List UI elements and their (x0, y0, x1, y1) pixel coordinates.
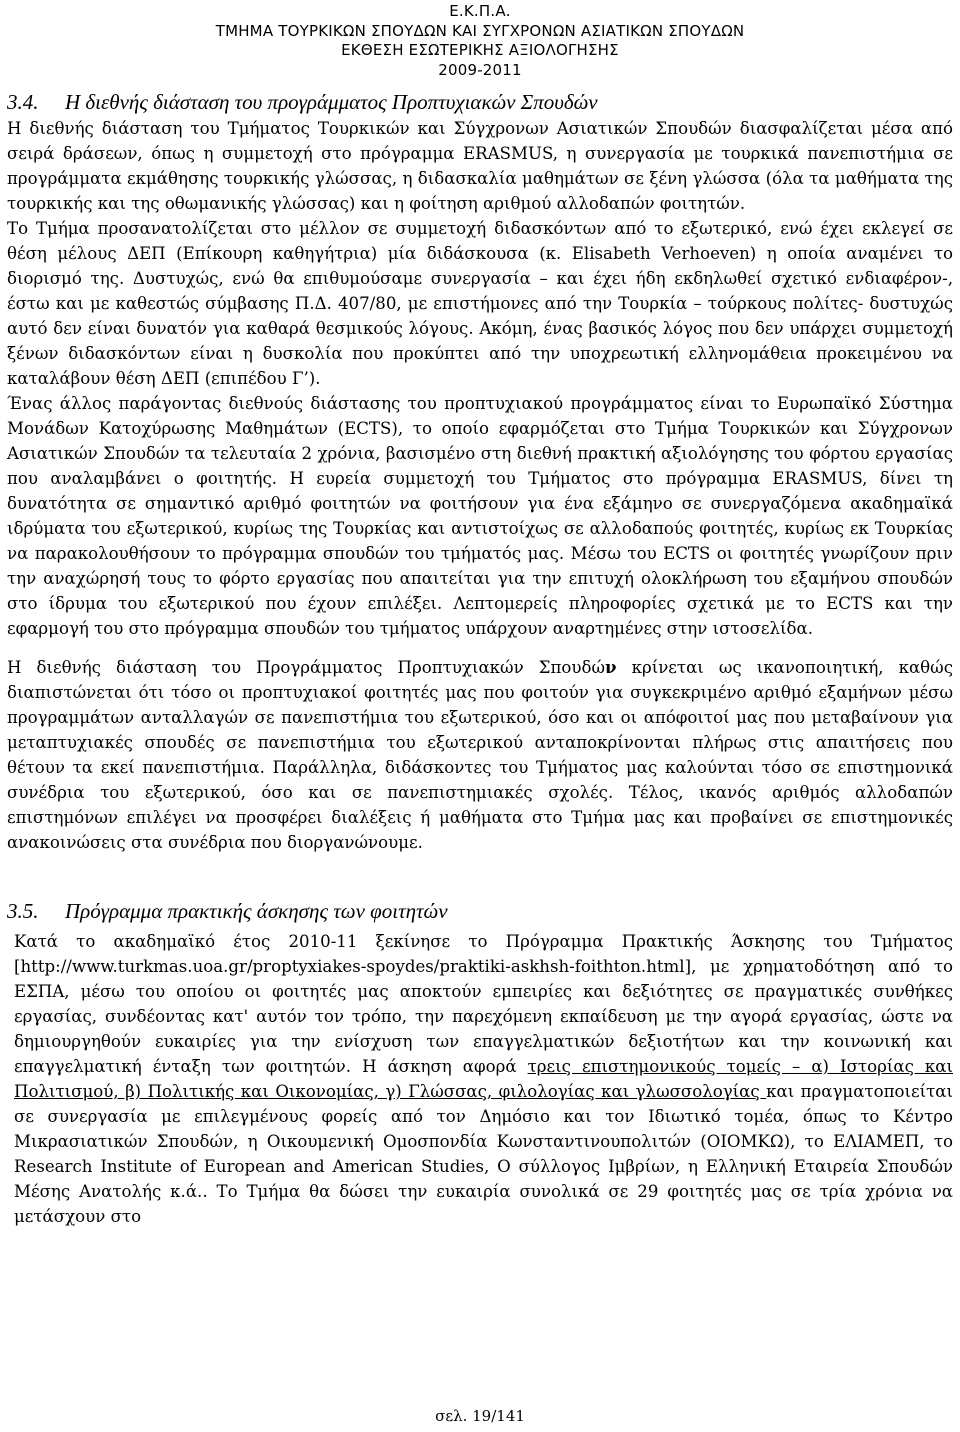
paragraph: Το Τμήμα προσανατολίζεται στο μέλλον σε συμμετοχή διδασκόντων από το εξωτερικό, ενώ έχει εκλεγεί σε θέση μέλους ΔΕΠ (Επίκουρη καθηγήτρια) μία διδάσκουσα (κ. Elisabeth Verhoeven) η οποία αναμένει το διορισμό της. Δυστυχώς, ενώ θα επιθυμούσαμε συνεργασία – και έχει ήδη εκδηλωθεί σχετικό ενδιαφέρον-, έστω και με καθεστώς σύμβασης Π.Δ. 407/80, με επιστήμονες από την Τουρκία – τούρκους πολίτες- δυστυχώς αυτό δεν είναι δυνατόν για καθαρά θεσμικούς λόγους. Ακόμη, ένας βασικός λόγος που δεν υπάρχει συμμετοχή ξένων διδασκόντων είναι η δυσκολία που προκύπτει από την υποχρεωτική ελληνομάθεια προκειμένου να καταλάβουν θέση ΔΕΠ (επιπέδου Γ’). (7, 219, 953, 388)
page-content (7, 88, 953, 1229)
paragraph (14, 929, 953, 1229)
text-run: Κατά το ακαδημαϊκό έτος 2010-11 ξεκίνησε το Πρόγραμμα Πρακτικής Άσκησης του Τμήματος [http://www.turkmas.uoa.gr/proptyxiakes-spoydes/praktiki-askhsh-foithton.html], με χρηματοδότηση από το ΕΣΠΑ, μέσω του οποίου οι φοιτητές μας αποκτούν εμπειρίες και δεξιότητες σε πραγματικές συνθήκες εργασίας, συνδέοντας κατ' αυτόν τον τρόπο, την παρεχόμενη εκπαίδευση με την αγορά εργασίας, ώστε να δημιουργηθούν ευκαιρίες για την ενίσχυση των επαγγελματικών δεξιοτήτων και την κοινωνική και επαγγελματική ένταξη των φοιτητών. Η άσκηση αφορά (14, 932, 953, 1076)
paragraph: Η διεθνής διάσταση του Τμήματος Τουρκικών και Σύγχρονων Ασιατικών Σπουδών διασφαλίζεται μέσα από σειρά δράσεων, όπως η συμμετοχή στο πρόγραμμα ERASMUS, η συνεργασία με τουρκικά πανεπιστήμια σε προγράμματα εκμάθησης τουρκικής γλώσσας, η διδασκαλία μαθημάτων σε ξένη γλώσσα (όλα τα μαθήματα της τουρκικής και της οθωμανικής γλώσσας) και η φοίτηση αριθμού αλλοδαπών φοιτητών. (7, 119, 953, 213)
section-title: Η διεθνής διάσταση του προγράμματος Προπτυχιακών Σπουδών (65, 90, 598, 114)
header-period: 2009-2011 (438, 60, 522, 79)
header-department: ΤΜΗΜΑ ΤΟΥΡΚΙΚΩΝ ΣΠΟΥΔΩΝ ΚΑΙ ΣΥΓΧΡΟΝΩΝ ΑΣΙΑΤΙΚΩΝ ΣΠΟΥΔΩΝ (215, 21, 745, 40)
section-number: 3.5. (7, 899, 39, 923)
header-institution: Ε.Κ.Π.Α. (449, 2, 511, 20)
section-heading-3-5 (7, 897, 953, 925)
page-number: σελ. 19/141 (435, 1407, 525, 1425)
header-report-title: ΕΚΘΕΣΗ ΕΣΩΤΕΡΙΚΗΣ ΑΞΙΟΛΟΓΗΣΗΣ (341, 41, 619, 59)
bold-text: ν (604, 657, 617, 677)
paragraph (7, 655, 953, 855)
section-title: Πρόγραμμα πρακτικής άσκησης των φοιτητών (65, 899, 448, 923)
text-run: και πραγματοποιείται σε συνεργασία με επιλεγμένους φορείς από τον Δημόσιο και τον Ιδιωτικό τομέα, όπως το Κέντρο Μικρασιατικών Σπουδών, η Οικουμενική Ομοσπονδία Κωνσταντινουπολιτών (ΟΙΟΜΚΩ), το ΕΛΙΑΜΕΠ, το Research Institute of European and American Studies, Ο σύλλογος Ιμβρίων, η Ελληνική Εταιρεία Σπουδών Μέσης Ανατολής κ.ά.. Το Τμήμα θα δώσει την ευκαιρία συνολικά σε 29 φοιτητές μας σε τρία χρόνια να μετάσχουν στο (14, 1082, 953, 1226)
section-number: 3.4. (7, 90, 39, 114)
section-heading-3-4 (7, 88, 953, 116)
text-run: Η διεθνής διάσταση του Προγράμματος Προπτυχιακών Σπουδώ (7, 658, 605, 677)
paragraph: Ένας άλλος παράγοντας διεθνούς διάστασης του προπτυχιακού προγράμματος είναι το Ευρωπαϊκό Σύστημα Μονάδων Κατοχύρωσης Μαθημάτων (ECTS), το οποίο εφαρμόζεται στο Τμήμα Τουρκικών και Σύγχρονων Ασιατικών Σπουδών τα τελευταία 2 χρόνια, βασισμένο στη διεθνή πρακτική αξιολόγησης του φόρτου εργασίας που αναλαμβάνει ο φοιτητής. Η ευρεία συμμετοχή του Τμήματος στο πρόγραμμα ERASMUS, δίνει τη δυνατότητα σε σημαντικό αριθμό φοιτητών να φοιτήσουν για ένα εξάμηνο σε συνεργαζόμενα ακαδημαϊκά ιδρύματα του εξωτερικού, κυρίως της Τουρκίας και αντιστοίχως σε αλλοδαπούς φοιτητές, κυρίως εκ Τουρκίας να παρακολουθήσουν το πρόγραμμα σπουδών του τμήματός μας. Μέσω του ECTS οι φοιτητές γνωρίζουν πριν την αναχώρησή τους το φόρτο εργασίας που απαιτείται για την επιτυχή ολοκλήρωση του εξαμήνου σπουδών στο ίδρυμα του εξωτερικού που έχουν επιλέξει. Λεπτομερείς πληροφορίες σχετικά με το ECTS και την εφαρμογή του στο πρόγραμμα σπουδών του τμήματος υπάρχουν αναρτημένες στην ιστοσελίδα. (7, 394, 953, 638)
page-header (0, 2, 960, 80)
underlined-text: τρεις επιστημονικούς τομείς – α) Ιστορίας και Πολιτισμού, β) Πολιτικής και Οικονομίας, γ) Γλώσσας, φιλολογίας και γλωσσολογίας (14, 1057, 953, 1101)
text-run: κρίνεται ως ικανοποιητική, καθώς διαπιστώνεται ότι τόσο οι προπτυχιακοί φοιτητές μας που φοιτούν για συγκεκριμένο αριθμό εξαμήνων μέσω προγραμμάτων ανταλλαγών σε πανεπιστήμια του εξωτερικού, όσο και οι απόφοιτοί μας που μεταβαίνουν για μεταπτυχιακές σπουδές σε πανεπιστήμια του εξωτερικού ανταποκρίνονται πλήρως στις απαιτήσεις που θέτουν τα εκεί πανεπιστήμια. Παράλληλα, διδάσκοντες του Τμήματος μας καλούνται τόσο σε επιστημονικά συνέδρια του εξωτερικού, όσο και σε πανεπιστημιακές σχολές. Τέλος, ικανός αριθμός αλλοδαπών επιστημόνων επιλέγει να προσφέρει διαλέξεις ή μαθήματα στο Τμήμα μας και προβαίνει σε επιστημονικές ανακοινώσεις στα συνέδρια που διοργανώνουμε. (7, 658, 953, 852)
